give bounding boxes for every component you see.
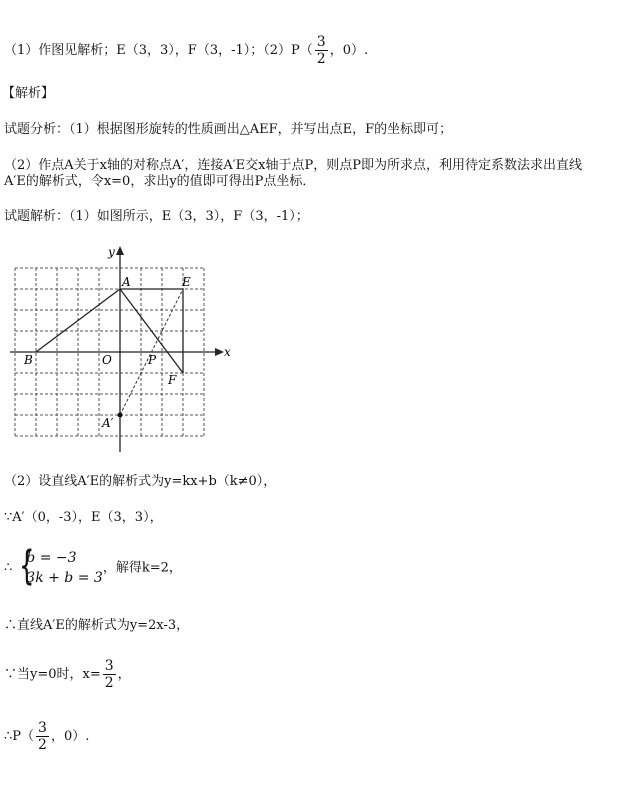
line6-fraction [103,658,116,691]
coordinate-figure [10,240,250,455]
solve-text: ，解得k=2， [102,560,182,576]
point-A-prime [118,413,123,418]
answer-suffix: ，0）. [329,43,369,58]
solution-line-2: （2）设直线A′E的解析式为y=kx+b（k≠0）， [4,474,277,489]
solution-line-1: 试题解析：（1）如图所示，E（3，3），F（3，-1）； [4,209,309,224]
answer-fraction-denominator: 2 [316,51,326,67]
answer-prefix: （1）作图见解析；E（3，3），F（3，-1）；（2）P（ [4,43,313,58]
answer-fraction-numerator: 3 [316,34,326,50]
label-P: P [148,353,157,367]
analysis-line-1: 试题分析：（1）根据图形旋转的性质画出△AEF，并写出点E，F的坐标即可； [4,122,453,137]
section-heading: 【解析】 [2,86,55,101]
therefore-symbol: ∴ [4,560,13,576]
line6-prefix: ∵当y=0时，x= [4,667,101,682]
x-axis-arrow [215,348,224,356]
label-x: x [224,345,231,359]
line7-suffix: ，0）. [50,729,90,744]
solution-line-3: ∵A′（0，-3），E（3，3）， [4,510,163,525]
analysis-line-3: A′E的解析式，令x=0，求出y的值即可得出P点坐标． [4,174,316,189]
solution-line-7 [4,720,89,753]
label-F: F [168,373,177,387]
line6-numerator: 3 [104,658,114,674]
line7-denominator: 2 [38,737,47,753]
solution-line-6 [4,658,131,691]
line7-numerator: 3 [38,720,47,736]
label-B: B [24,353,33,367]
brace-icon: { [19,543,35,589]
label-A-prime: A′ [102,416,114,430]
answer-fraction [315,34,328,67]
solution-line-5: ∴直线A′E的解析式为y=2x-3， [4,618,190,633]
line6-suffix: ， [117,667,131,682]
line6-denominator: 2 [104,675,114,691]
solution-line-4 [4,543,182,589]
equation-2: 3k + b = 3 [26,570,103,586]
y-axis-arrow [116,246,124,255]
label-E: E [182,275,191,289]
label-O: O [102,353,112,367]
line7-fraction [36,720,49,753]
line7-prefix: ∴P（ [4,729,35,744]
equation-system [14,543,103,589]
equation-1: b = −3 [26,550,77,566]
label-A: A [122,275,131,289]
label-y: y [108,245,115,259]
answer-line [4,34,368,67]
analysis-line-2: （2）作点A关于x轴的对称点A′，连接A′E交x轴于点P，则点P即为所求点，利用待定系数法求出直线 [4,158,582,173]
